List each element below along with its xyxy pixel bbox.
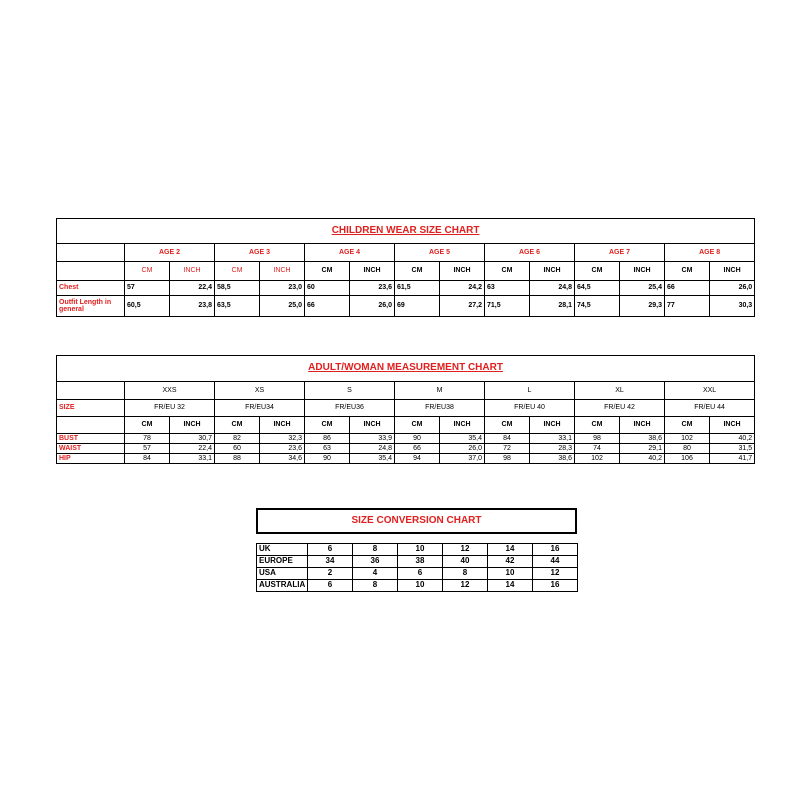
table-cell: 84	[125, 454, 170, 464]
row-label: HIP	[57, 454, 125, 464]
size-label: SIZE	[57, 400, 125, 417]
table-cell: 26,0	[440, 444, 485, 454]
table-cell: 102	[575, 454, 620, 464]
table-cell: 63,5	[215, 296, 260, 317]
table-cell: 30,3	[710, 296, 755, 317]
table-cell: 14	[488, 580, 533, 592]
unit-header: CM	[575, 262, 620, 281]
size-header: S	[305, 382, 395, 400]
table-cell: 6	[308, 544, 353, 556]
age-header: AGE 8	[665, 244, 755, 262]
eu-size: FR/EU38	[395, 400, 485, 417]
eu-size: FR/EU 32	[125, 400, 215, 417]
table-cell: 40,2	[710, 434, 755, 444]
table-cell: 2	[308, 568, 353, 580]
row-label: AUSTRALIA	[257, 580, 308, 592]
table-cell: 60,5	[125, 296, 170, 317]
adult-chart-title: ADULT/WOMAN MEASUREMENT CHART	[57, 356, 755, 382]
table-cell: 41,7	[710, 454, 755, 464]
table-cell: 80	[665, 444, 710, 454]
table-cell: 24,8	[530, 281, 575, 296]
age-header: AGE 4	[305, 244, 395, 262]
unit-header: CM	[665, 417, 710, 434]
unit-header: INCH	[620, 262, 665, 281]
table-cell: 30,7	[170, 434, 215, 444]
table-cell: 74	[575, 444, 620, 454]
row-label: EUROPE	[257, 556, 308, 568]
table-cell: 35,4	[440, 434, 485, 444]
table-cell: 61,5	[395, 281, 440, 296]
table-row	[257, 568, 578, 580]
table-cell: 10	[398, 544, 443, 556]
age-header: AGE 6	[485, 244, 575, 262]
table-cell: 12	[533, 568, 578, 580]
table-cell: 72	[485, 444, 530, 454]
table-cell: 98	[485, 454, 530, 464]
unit-header: INCH	[260, 262, 305, 281]
table-cell: 16	[533, 544, 578, 556]
table-row	[257, 556, 578, 568]
age-header: AGE 5	[395, 244, 485, 262]
table-cell: 8	[353, 544, 398, 556]
children-size-chart	[56, 218, 755, 317]
table-cell: 8	[353, 580, 398, 592]
table-cell: 71,5	[485, 296, 530, 317]
table-cell: 25,4	[620, 281, 665, 296]
table-cell: 38,6	[620, 434, 665, 444]
table-cell: 42	[488, 556, 533, 568]
table-cell: 23,8	[170, 296, 215, 317]
table-row	[57, 444, 755, 454]
table-cell: 24,8	[350, 444, 395, 454]
unit-header: INCH	[170, 262, 215, 281]
size-header: M	[395, 382, 485, 400]
unit-header: CM	[305, 262, 350, 281]
table-cell: 8	[443, 568, 488, 580]
table-cell: 31,5	[710, 444, 755, 454]
unit-header: INCH	[440, 262, 485, 281]
table-row	[57, 281, 755, 296]
table-cell: 25,0	[260, 296, 305, 317]
table-cell: 37,0	[440, 454, 485, 464]
unit-header: INCH	[710, 417, 755, 434]
table-cell: 88	[215, 454, 260, 464]
table-cell: 94	[395, 454, 440, 464]
table-cell: 66	[665, 281, 710, 296]
table-cell: 28,3	[530, 444, 575, 454]
table-cell: 35,4	[350, 454, 395, 464]
unit-header: INCH	[260, 417, 305, 434]
table-cell: 66	[305, 296, 350, 317]
table-cell: 10	[488, 568, 533, 580]
size-header: L	[485, 382, 575, 400]
table-cell: 34	[308, 556, 353, 568]
eu-size: FR/EU 44	[665, 400, 755, 417]
table-cell: 36	[353, 556, 398, 568]
children-chart-title: CHILDREN WEAR SIZE CHART	[57, 219, 755, 244]
eu-size: FR/EU 40	[485, 400, 575, 417]
table-cell: 22,4	[170, 281, 215, 296]
table-cell: 78	[125, 434, 170, 444]
row-label: BUST	[57, 434, 125, 444]
table-cell: 12	[443, 580, 488, 592]
unit-header: INCH	[530, 262, 575, 281]
table-cell: 23,6	[260, 444, 305, 454]
table-row	[57, 296, 755, 317]
table-cell: 82	[215, 434, 260, 444]
table-cell: 40	[443, 556, 488, 568]
size-header: XL	[575, 382, 665, 400]
unit-header: INCH	[620, 417, 665, 434]
table-cell: 63	[485, 281, 530, 296]
unit-header: INCH	[530, 417, 575, 434]
table-cell: 33,9	[350, 434, 395, 444]
table-cell: 106	[665, 454, 710, 464]
conversion-chart-title: SIZE CONVERSION CHART	[257, 509, 576, 533]
unit-header: INCH	[440, 417, 485, 434]
unit-header-row	[57, 262, 755, 281]
table-cell: 84	[485, 434, 530, 444]
unit-header: CM	[305, 417, 350, 434]
row-label: UK	[257, 544, 308, 556]
size-header: XXL	[665, 382, 755, 400]
table-cell: 16	[533, 580, 578, 592]
table-cell: 34,6	[260, 454, 305, 464]
table-cell: 74,5	[575, 296, 620, 317]
table-cell: 57	[125, 444, 170, 454]
table-cell: 6	[398, 568, 443, 580]
table-cell: 60	[215, 444, 260, 454]
row-label: Outfit Length in general	[57, 296, 125, 317]
table-cell: 22,4	[170, 444, 215, 454]
table-cell: 69	[395, 296, 440, 317]
unit-header: CM	[395, 262, 440, 281]
eu-size: FR/EU36	[305, 400, 395, 417]
table-row	[57, 434, 755, 444]
table-cell: 33,1	[170, 454, 215, 464]
table-cell: 28,1	[530, 296, 575, 317]
size-header: XS	[215, 382, 305, 400]
unit-header: INCH	[350, 417, 395, 434]
table-row	[257, 580, 578, 592]
table-cell: 32,3	[260, 434, 305, 444]
age-header-row	[57, 244, 755, 262]
size-header-row	[57, 382, 755, 400]
table-cell: 23,0	[260, 281, 305, 296]
table-cell: 57	[125, 281, 170, 296]
table-cell: 60	[305, 281, 350, 296]
table-cell: 33,1	[530, 434, 575, 444]
table-cell: 6	[308, 580, 353, 592]
table-cell: 27,2	[440, 296, 485, 317]
table-cell: 10	[398, 580, 443, 592]
table-row	[57, 454, 755, 464]
row-label: USA	[257, 568, 308, 580]
table-cell: 98	[575, 434, 620, 444]
unit-header: INCH	[170, 417, 215, 434]
unit-header: CM	[665, 262, 710, 281]
unit-header: INCH	[350, 262, 395, 281]
unit-header: CM	[485, 417, 530, 434]
eu-size: FR/EU34	[215, 400, 305, 417]
age-header: AGE 2	[125, 244, 215, 262]
table-cell: 90	[305, 454, 350, 464]
table-cell: 29,3	[620, 296, 665, 317]
table-cell: 66	[395, 444, 440, 454]
unit-header: CM	[485, 262, 530, 281]
eu-size-row	[57, 400, 755, 417]
unit-header: CM	[215, 417, 260, 434]
table-cell: 4	[353, 568, 398, 580]
table-cell: 63	[305, 444, 350, 454]
unit-header: CM	[575, 417, 620, 434]
row-label: WAIST	[57, 444, 125, 454]
table-cell: 58,5	[215, 281, 260, 296]
table-cell: 38,6	[530, 454, 575, 464]
table-cell: 64,5	[575, 281, 620, 296]
unit-header: CM	[215, 262, 260, 281]
table-cell: 77	[665, 296, 710, 317]
age-header: AGE 7	[575, 244, 665, 262]
table-cell: 26,0	[710, 281, 755, 296]
conversion-title-box	[256, 508, 577, 534]
table-cell: 86	[305, 434, 350, 444]
unit-header-row	[57, 417, 755, 434]
table-cell: 44	[533, 556, 578, 568]
table-row	[257, 544, 578, 556]
table-cell: 24,2	[440, 281, 485, 296]
unit-header: INCH	[710, 262, 755, 281]
table-cell: 40,2	[620, 454, 665, 464]
table-cell: 14	[488, 544, 533, 556]
table-cell: 38	[398, 556, 443, 568]
table-cell: 102	[665, 434, 710, 444]
eu-size: FR/EU 42	[575, 400, 665, 417]
unit-header: CM	[125, 417, 170, 434]
age-header: AGE 3	[215, 244, 305, 262]
size-conversion-table	[256, 543, 578, 592]
unit-header: CM	[125, 262, 170, 281]
size-header: XXS	[125, 382, 215, 400]
row-label: Chest	[57, 281, 125, 296]
unit-header: CM	[395, 417, 440, 434]
table-cell: 23,6	[350, 281, 395, 296]
table-cell: 29,1	[620, 444, 665, 454]
table-cell: 26,0	[350, 296, 395, 317]
table-cell: 90	[395, 434, 440, 444]
table-cell: 12	[443, 544, 488, 556]
adult-measurement-chart	[56, 355, 755, 464]
